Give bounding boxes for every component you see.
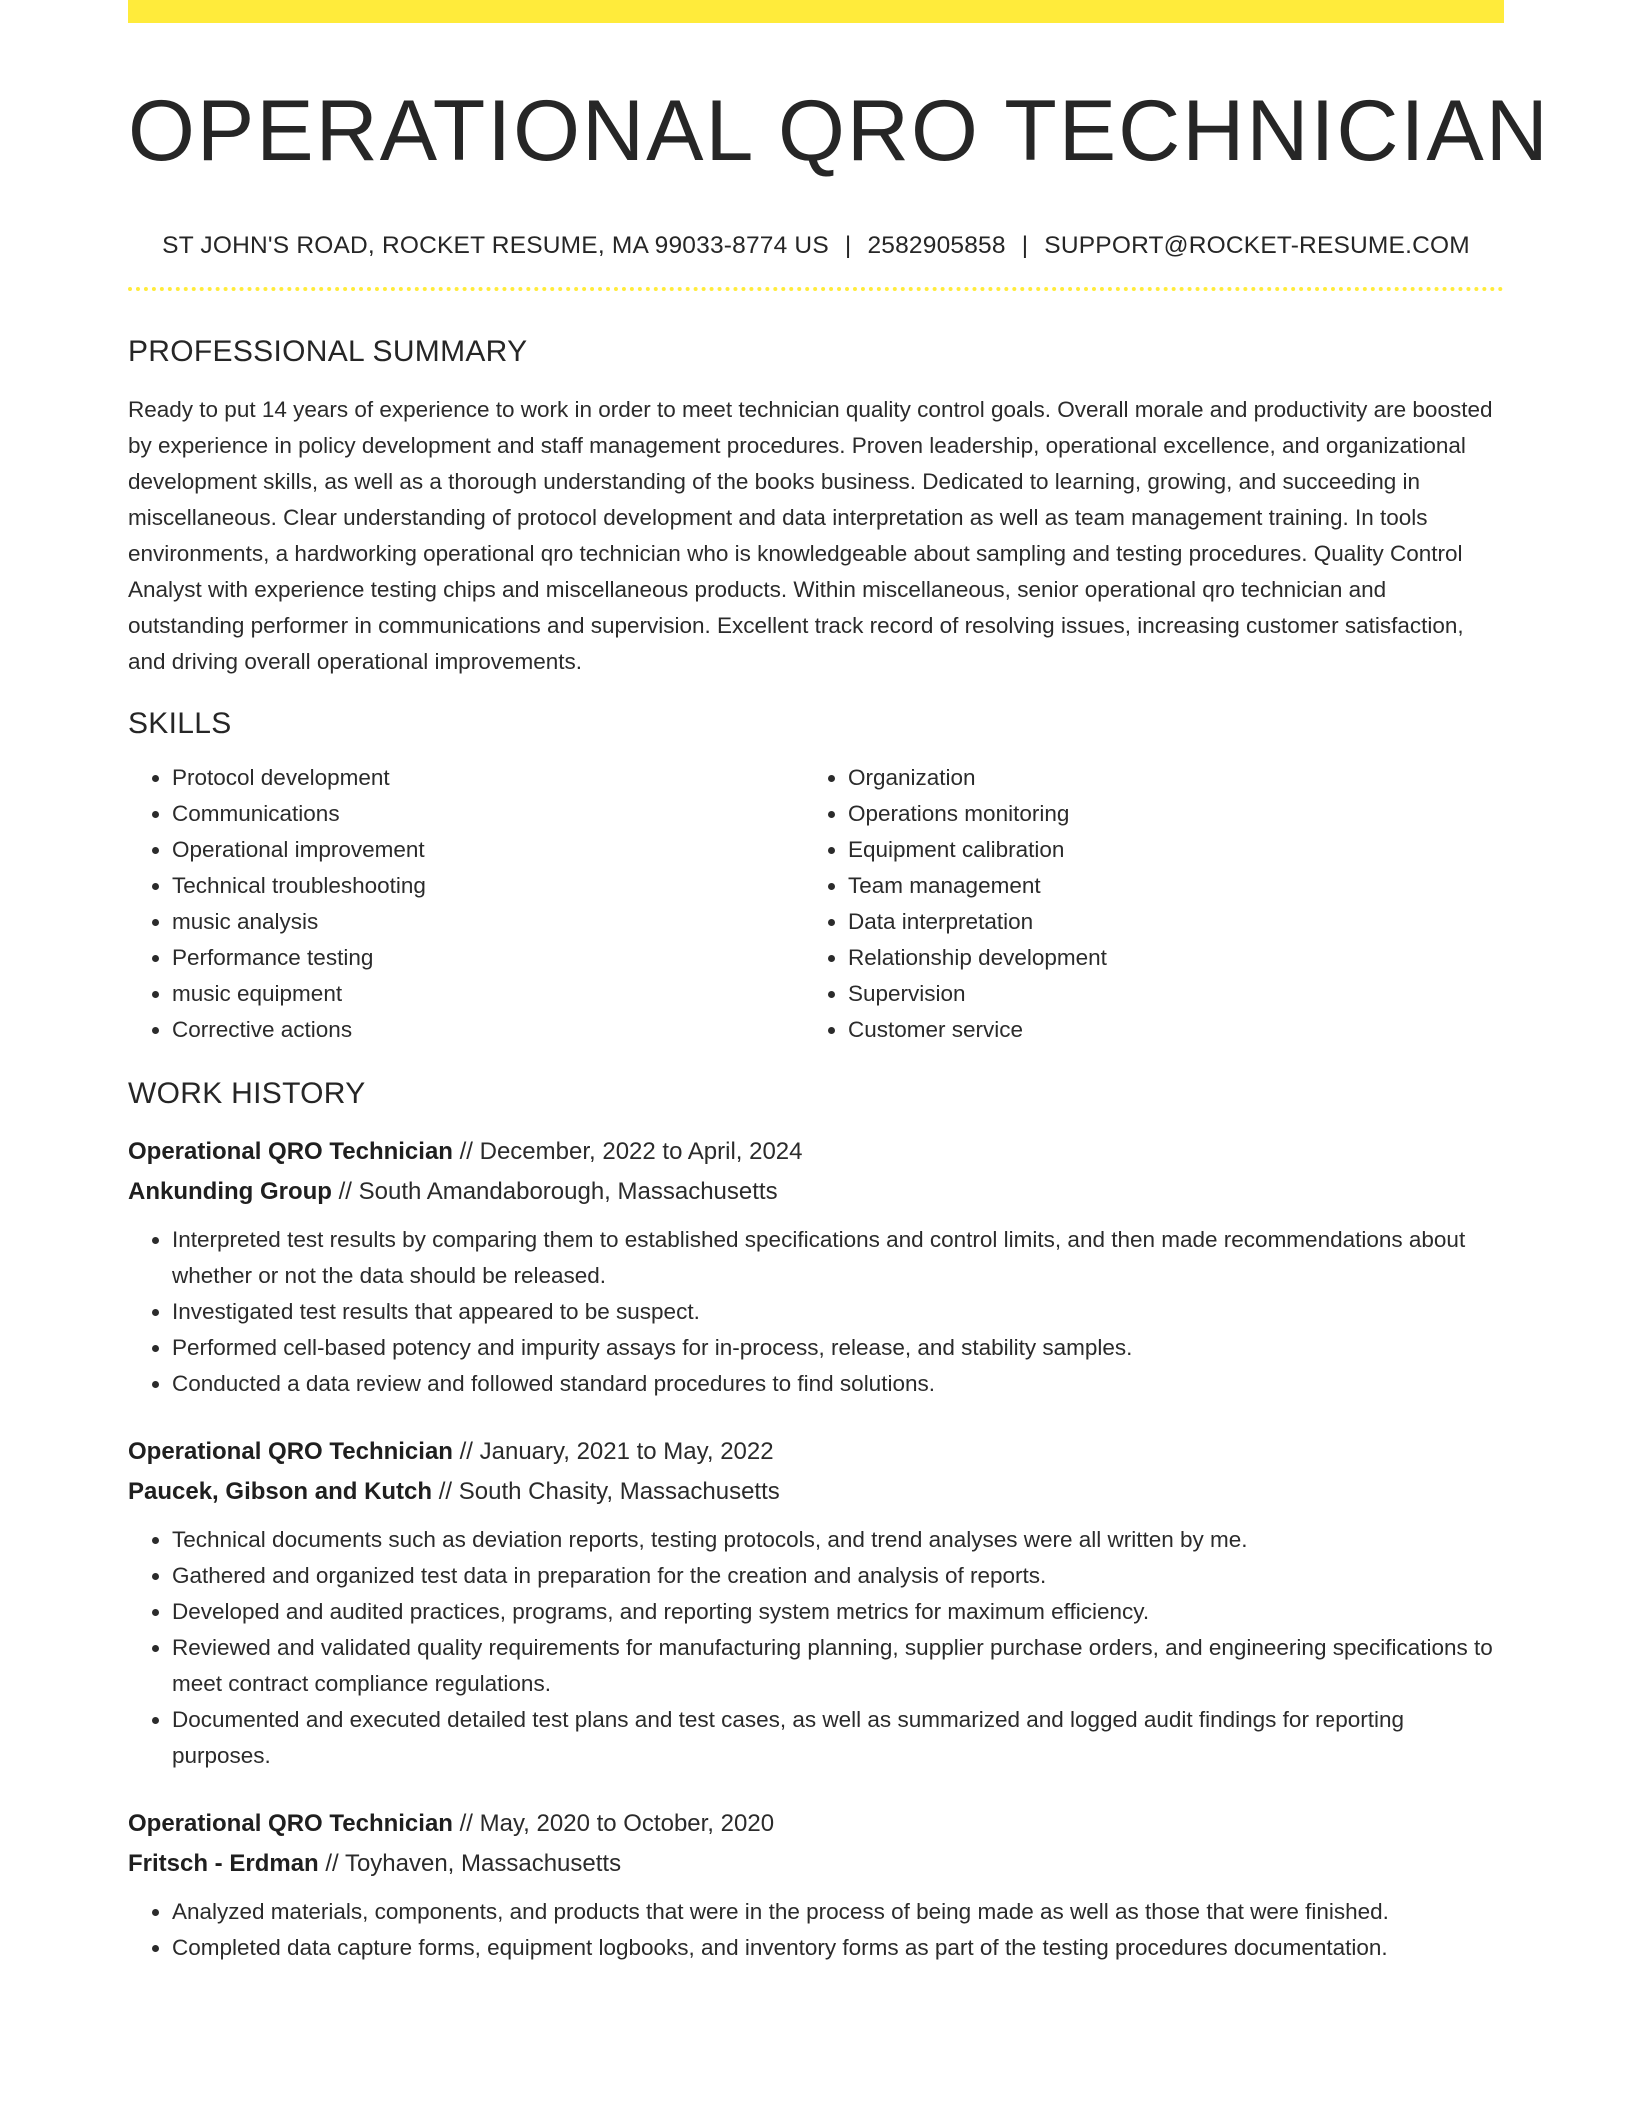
job-bullet: • Interpreted test results by comparing them to established specifications and control limits, and then made recommendations about whether or not the data should be released. bbox=[172, 1222, 1504, 1294]
skill-item: • Equipment calibration bbox=[848, 832, 1480, 868]
job-location: // South Chasity, Massachusetts bbox=[432, 1478, 780, 1505]
skill-item: • Technical troubleshooting bbox=[172, 868, 804, 904]
separator: | bbox=[1021, 232, 1029, 259]
dotted-divider bbox=[128, 287, 1504, 291]
skill-item: • Supervision bbox=[848, 976, 1480, 1012]
job-bullet: • Performed cell-based potency and impurity assays for in-process, release, and stability samples. bbox=[172, 1330, 1504, 1366]
skills-left-list bbox=[128, 760, 804, 1048]
job-entry bbox=[128, 1132, 1504, 1402]
summary-text: Ready to put 14 years of experience to work in order to meet technician quality control goals. Overall morale and productivity are boosted by experience in policy development and staff management procedures. Proven leadership, operational excellence, and organizational development skills, as well as a thorough understanding of the books business. Dedicated to learning, growing, and succeeding in miscellaneous. Clear understanding of protocol development and data interpretation as well as team management training. In tools environments, a hardworking operational qro technician who is knowledgeable about sampling and testing procedures. Quality Control Analyst with experience testing chips and miscellaneous products. Within miscellaneous, senior operational qro technician and outstanding performer in communications and supervision. Excellent track record of resolving issues, increasing customer satisfaction, and driving overall operational improvements. bbox=[128, 397, 1493, 674]
skill-item: • Customer service bbox=[848, 1012, 1480, 1048]
job-title-line bbox=[128, 1804, 1504, 1844]
skill-item: • Communications bbox=[172, 796, 804, 832]
job-bullet: • Gathered and organized test data in preparation for the creation and analysis of reports. bbox=[172, 1558, 1504, 1594]
job-dates: // December, 2022 to April, 2024 bbox=[452, 1138, 803, 1165]
job-bullet: • Completed data capture forms, equipment logbooks, and inventory forms as part of the testing procedures documentation. bbox=[172, 1930, 1504, 1966]
job-bullets bbox=[128, 1522, 1504, 1774]
phone: 2582905858 bbox=[867, 232, 1006, 259]
separator: | bbox=[844, 232, 852, 259]
skill-item: • Operations monitoring bbox=[848, 796, 1480, 832]
job-location: // Toyhaven, Massachusetts bbox=[318, 1850, 622, 1877]
job-title: Operational QRO Technician bbox=[128, 1438, 453, 1465]
accent-bar bbox=[128, 0, 1504, 23]
skill-item: • Protocol development bbox=[172, 760, 804, 796]
job-bullet: • Investigated test results that appeared to be suspect. bbox=[172, 1294, 1504, 1330]
resume-content bbox=[128, 23, 1550, 1966]
candidate-name: OPERATIONAL QRO TECHNICIAN bbox=[128, 83, 1550, 179]
job-bullet: • Documented and executed detailed test plans and test cases, as well as summarized and logged audit findings for reporting purposes. bbox=[172, 1702, 1504, 1774]
job-dates: // May, 2020 to October, 2020 bbox=[452, 1810, 775, 1837]
skills-right-list bbox=[804, 760, 1480, 1048]
job-company: Paucek, Gibson and Kutch bbox=[128, 1478, 433, 1505]
address: ST JOHN'S ROAD, ROCKET RESUME, MA 99033-8774 US bbox=[162, 232, 829, 259]
job-bullet: • Conducted a data review and followed standard procedures to find solutions. bbox=[172, 1366, 1504, 1402]
job-bullets bbox=[128, 1222, 1504, 1402]
skills-heading: SKILLS bbox=[128, 707, 232, 740]
contact-line bbox=[128, 231, 1504, 261]
skill-item: • music equipment bbox=[172, 976, 804, 1012]
skill-item: • Corrective actions bbox=[172, 1012, 804, 1048]
job-entry bbox=[128, 1804, 1504, 1966]
job-company: Fritsch - Erdman bbox=[128, 1850, 319, 1877]
job-bullets bbox=[128, 1894, 1504, 1966]
job-bullet: • Developed and audited practices, programs, and reporting system metrics for maximum efficiency. bbox=[172, 1594, 1504, 1630]
job-company-line bbox=[128, 1172, 1504, 1212]
skills-columns bbox=[128, 760, 1504, 1048]
job-title: Operational QRO Technician bbox=[128, 1810, 453, 1837]
job-title: Operational QRO Technician bbox=[128, 1138, 453, 1165]
job-entry bbox=[128, 1432, 1504, 1774]
work-history-heading: WORK HISTORY bbox=[128, 1077, 366, 1110]
job-company: Ankunding Group bbox=[128, 1178, 332, 1205]
skill-item: • Team management bbox=[848, 868, 1480, 904]
job-title-line bbox=[128, 1432, 1504, 1472]
skill-item: • Data interpretation bbox=[848, 904, 1480, 940]
job-title-line bbox=[128, 1132, 1504, 1172]
skill-item: • Organization bbox=[848, 760, 1480, 796]
job-company-line bbox=[128, 1844, 1504, 1884]
job-company-line bbox=[128, 1472, 1504, 1512]
job-bullet: • Technical documents such as deviation reports, testing protocols, and trend analyses were all written by me. bbox=[172, 1522, 1504, 1558]
job-bullet: • Analyzed materials, components, and products that were in the process of being made as well as those that were finished. bbox=[172, 1894, 1504, 1930]
skill-item: • Relationship development bbox=[848, 940, 1480, 976]
job-location: // South Amandaborough, Massachusetts bbox=[331, 1178, 778, 1205]
job-bullet: • Reviewed and validated quality requirements for manufacturing planning, supplier purchase orders, and engineering specifications to meet contract compliance regulations. bbox=[172, 1630, 1504, 1702]
skill-item: • Performance testing bbox=[172, 940, 804, 976]
email: SUPPORT@ROCKET-RESUME.COM bbox=[1044, 232, 1470, 259]
job-dates: // January, 2021 to May, 2022 bbox=[452, 1438, 774, 1465]
skill-item: • Operational improvement bbox=[172, 832, 804, 868]
summary-heading: PROFESSIONAL SUMMARY bbox=[128, 335, 528, 368]
skill-item: • music analysis bbox=[172, 904, 804, 940]
